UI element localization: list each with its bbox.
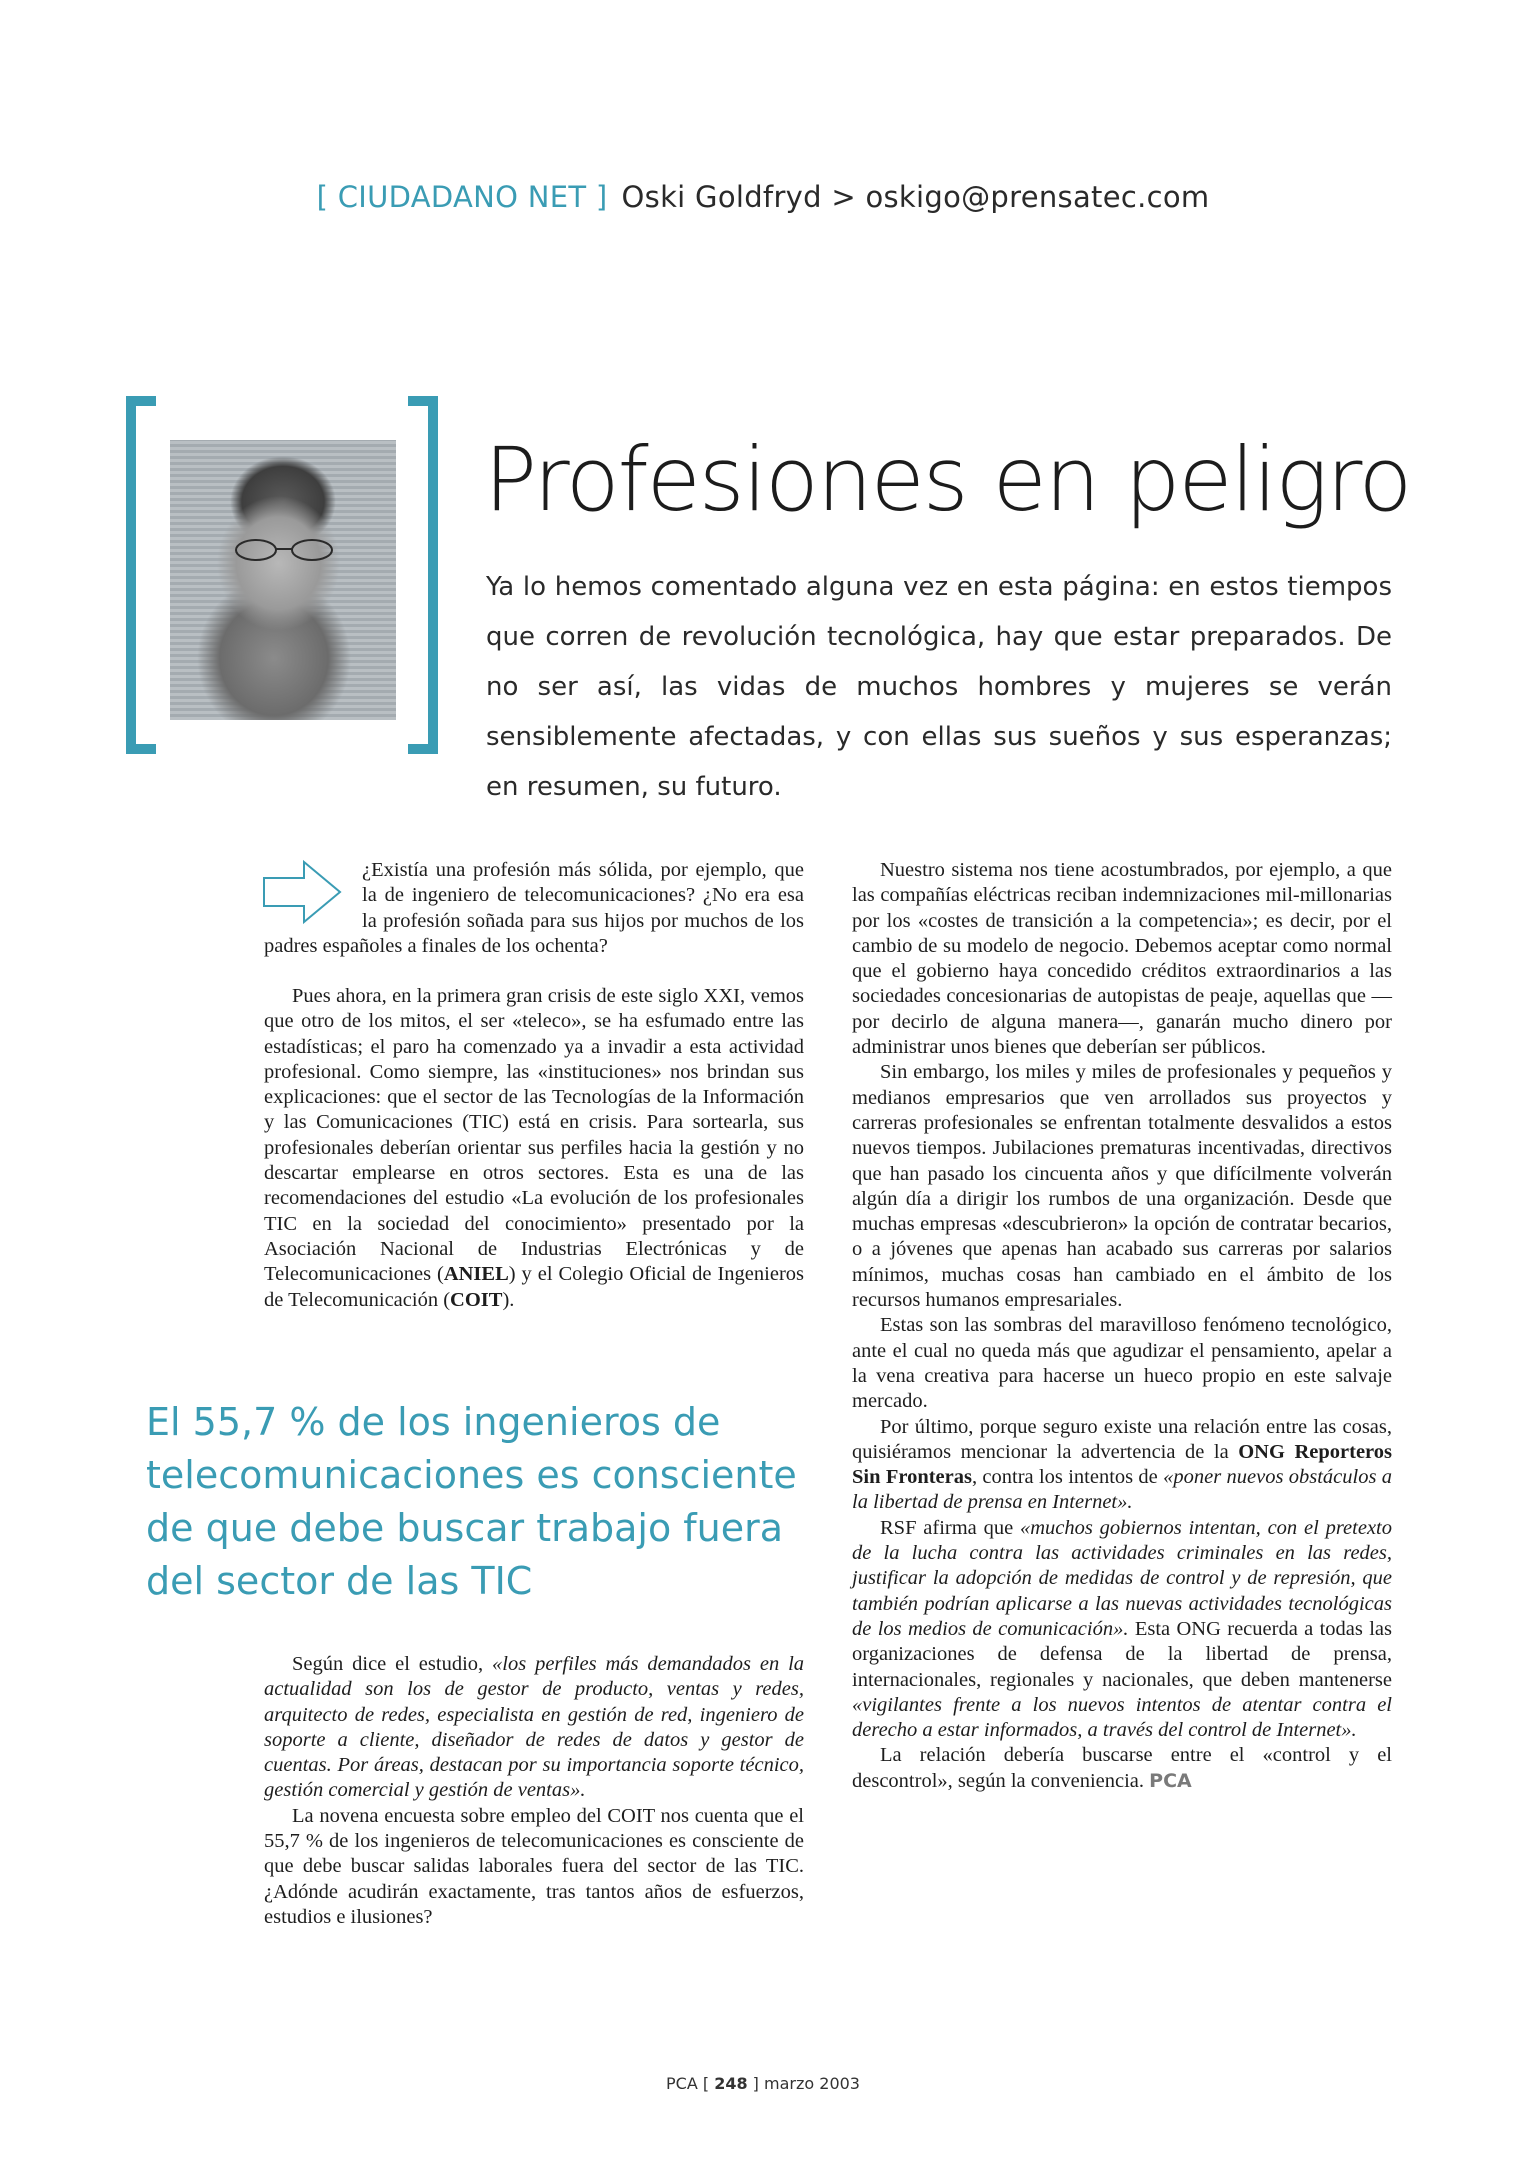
rsf-quote-2: «muchos gobiernos intentan, con el pretexto de la lucha contra las actividades criminales en las redes, justificar la adopción de medidas de control y de represión, que también podrían aplicarse a las nuevas actividades tecnológicas de los medios de comunicación». xyxy=(852,1516,1392,1640)
left-paragraph-3 xyxy=(264,1652,804,1804)
left-column-lead xyxy=(264,858,804,959)
section-label: [ CIUDADANO NET ] xyxy=(316,180,608,214)
right-paragraph-5 xyxy=(852,1516,1392,1744)
right-paragraph-6 xyxy=(852,1743,1392,1794)
left-paragraph-1: ¿Existía una profesión más sólida, por ejemplo, que la de ingeniero de telecomunicaciones? ¿No era esa la profesión soñada para sus hijos por muchos de los padres españoles a finales de los ochenta? xyxy=(264,859,804,957)
right-paragraph-6-text: La relación debería buscarse entre el «control y el descontrol», según la conveniencia. xyxy=(852,1744,1392,1792)
rsf-quote-1: «poner nuevos obstáculos a la libertad de prensa en Internet». xyxy=(852,1466,1393,1514)
page-number: 248 xyxy=(714,2074,748,2093)
left-paragraph-2-end: ). xyxy=(502,1288,515,1311)
right-paragraph-2: Sin embargo, los miles y miles de profesionales y pequeños y medianos empresarios que ven arrollados sus proyectos y carreras profesionales se enfrentan totalmente desvalidos a estos nuevos tiempos. Jubilaciones prematuras incentivadas, directivos que han pasado los cincuenta años y que difícilmente volverán algún día a dirigir los rumbos de una organización. Desde que muchas empresas «descubrieron» la opción de contratar becarios, o a jóvenes que apenas han acabado sus carreras por salarios mínimos, muchas cosas han cambiado en el ámbito de los recursos humanos empresariales. xyxy=(852,1061,1392,1312)
photo-bracket-left xyxy=(126,396,156,754)
left-paragraph-2 xyxy=(264,984,804,1313)
article-title: Profesiones en peligro xyxy=(484,428,1411,531)
right-paragraph-1: Nuestro sistema nos tiene acostumbrados, por ejemplo, a que las compañías eléctricas reciban indemnizaciones mil-millonarias por los «costes de transición a la competencia»; es decir, por el cambio de su modelo de negocio. Debemos aceptar como normal que el gobierno haya concedido créditos extraordinarios a las sociedades concesionarias de autopistas de peaje, aquellas que —por decirlo de alguna manera—, ganarán mucho dinero por administrar unos bienes que deberían ser públicos. xyxy=(852,859,1392,1059)
right-paragraph-4 xyxy=(852,1415,1392,1516)
left-paragraph-2-text: Pues ahora, en la primera gran crisis de este siglo XXI, vemos que otro de los mitos, el ser «teleco», se ha esfumado entre las estadísticas; el paro ha comenzado ya a invadir a esta actividad profesional. Como siempre, las «instituciones» nos brindan sus explicaciones: que el sector de las Tecnologías de la Información y las Comunicaciones (TIC) está en crisis. Para sortearla, sus profesionales deberían orientar sus perfiles hacia la gestión y no descartar emplearse en otros sectores. Esta es una de las recomendaciones del estudio «La evolución de los profesionales TIC en la sociedad del conocimiento» presentado por la Asociación Nacional de Industrias Electrónicas y de Telecomunicaciones ( xyxy=(264,985,804,1286)
article-intro: Ya lo hemos comentado alguna vez en esta página: en estos tiempos que corren de revolución tecnológica, hay que estar preparados. De no ser así, las vidas de muchos hombres y mujeres se verán sensiblemente afectadas, y con ellas sus sueños y sus esperanzas; en resumen, su futuro. xyxy=(486,572,1392,802)
ong-name: ONG Reporteros Sin Fronteras xyxy=(852,1440,1393,1489)
study-quote: «los perfiles más demandados en la actualidad son los de gestor de producto, ventas y redes, arquitecto de redes, especialista en gestión de red, ingeniero de soporte a cliente, diseñador de redes de datos y gestor de cuentas. Por áreas, destacan por su importancia soporte técnico, gestión comercial y gestión de ventas». xyxy=(264,1653,805,1802)
right-column xyxy=(852,858,1392,1794)
aniel-acronym: ANIEL xyxy=(443,1263,509,1286)
end-signature: PCA xyxy=(1149,1769,1192,1792)
header-line xyxy=(0,180,1526,214)
left-paragraph-2-mid: ) y el Colegio Oficial de Ingenieros de Telecomunicación ( xyxy=(264,1263,805,1311)
pull-quote: El 55,7 % de los ingenieros de telecomunicaciones es consciente de que debe buscar trabajo fuera del sector de las TIC xyxy=(146,1400,797,1603)
page-footer: PCA [ 248 ] marzo 2003 xyxy=(666,2074,860,2093)
right-paragraph-5-mid: Esta ONG recuerda a todas las organizaciones de defensa de la libertad de prensa, internacionales, regionales y nacionales, que deben mantenerse xyxy=(852,1617,1392,1691)
rsf-quote-3: «vigilantes frente a los nuevos intentos de atentar contra el derecho a estar informados, a través del control de Internet». xyxy=(852,1693,1392,1742)
left-column-lower xyxy=(264,1652,804,1930)
glasses-shape xyxy=(232,538,336,562)
author-photo xyxy=(170,440,396,720)
left-paragraph-4: La novena encuesta sobre empleo del COIT nos cuenta que el 55,7 % de los ingenieros de telecomunicaciones es consciente de que debe buscar salidas laborales fuera del sector de las TIC. ¿Adónde acudirán exactamente, tras tantos años de esfuerzos, estudios e ilusiones? xyxy=(264,1804,804,1928)
right-paragraph-4-text: Por último, porque seguro existe una relación entre las cosas, quisiéramos mencionar la advertencia de la xyxy=(852,1415,1392,1463)
coit-acronym: COIT xyxy=(450,1288,503,1311)
right-paragraph-3: Estas son las sombras del maravilloso fenómeno tecnológico, ante el cual no queda más que agudizar el pensamiento, apelar a la vena creativa para hacerse un hueco propio en este salvaje mercado. xyxy=(852,1314,1392,1413)
photo-bracket-right xyxy=(408,396,438,754)
left-column-upper xyxy=(264,984,804,1313)
right-paragraph-4-mid: , contra los intentos de xyxy=(971,1466,1164,1489)
left-paragraph-3-text: Según dice el estudio, xyxy=(292,1653,493,1675)
byline: Oski Goldfryd > oskigo@prensatec.com xyxy=(621,180,1210,214)
right-paragraph-5-text: RSF afirma que xyxy=(880,1516,1020,1539)
footer-date: marzo 2003 xyxy=(764,2074,860,2093)
footer-magazine: PCA xyxy=(666,2074,698,2093)
